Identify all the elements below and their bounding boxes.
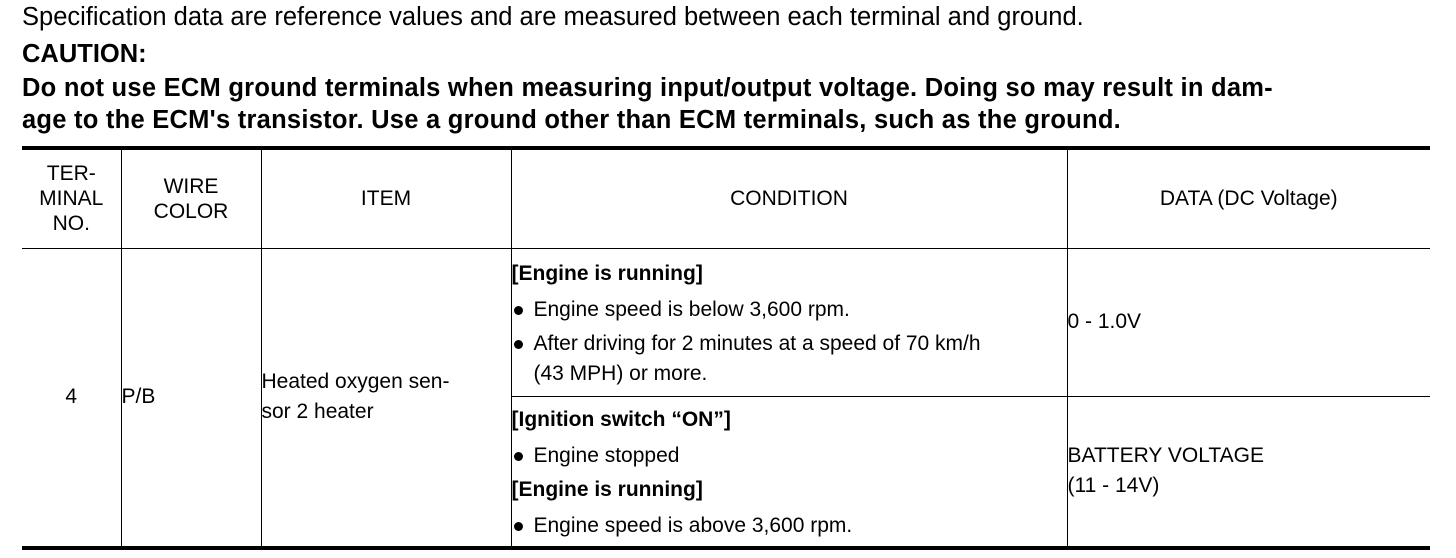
header-item: ITEM [261, 148, 511, 248]
condition-block [512, 403, 1067, 471]
condition-cell [511, 396, 1067, 548]
caution-title: CAUTION: [22, 40, 147, 68]
condition-heading: [Ignition switch “ON”] [511, 408, 731, 432]
caution-line-1: Do not use ECM ground terminals when measuring input/output voltage. Doing so may result in dam- [22, 74, 1273, 102]
bullet-text: Engine speed is above 3,600 rpm. [533, 514, 853, 538]
bullet-dot-icon [514, 340, 523, 349]
table-row [22, 248, 1430, 396]
bullet-text: Engine stopped [533, 444, 680, 468]
bullet-text: Engine speed is below 3,600 rpm. [533, 298, 850, 321]
condition-block [512, 473, 1067, 541]
bullet-dot-icon [514, 522, 523, 531]
item-line-1: Heated oxygen sen- [261, 370, 450, 394]
item-cell [261, 248, 511, 548]
terminal-spec-table [22, 146, 1430, 550]
condition-bullet [512, 511, 1067, 541]
data-value: 0 - 1.0V [1067, 310, 1142, 333]
data-value: BATTERY VOLTAGE [1067, 444, 1264, 468]
bullet-dot-icon [514, 452, 523, 461]
condition-heading: [Engine is running] [511, 478, 703, 502]
header-wire-line-2: COLOR [153, 199, 229, 223]
header-row [22, 148, 1430, 248]
condition-bullet [512, 441, 1067, 471]
header-wire-line-1: WIRE [163, 174, 219, 198]
header-data: DATA (DC Voltage) [1067, 148, 1430, 248]
data-cell [1067, 396, 1430, 548]
condition-block [512, 257, 1067, 389]
bullet-text: After driving for 2 minutes at a speed of 70 km/h [533, 332, 981, 355]
header-terminal-line-1: TER- [46, 162, 96, 186]
caution-text [22, 72, 1427, 136]
header-terminal-line-2: MINAL [39, 187, 104, 211]
condition-heading: [Engine is running] [511, 262, 703, 285]
intro-text: Specification data are reference values and are measured between each terminal and ground. [22, 3, 1084, 31]
condition-cell [511, 248, 1067, 396]
wire-color-cell: P/B [121, 248, 261, 548]
terminal-number-cell: 4 [22, 248, 121, 548]
header-terminal-no [22, 148, 121, 248]
bullet-text-continued: (43 MPH) or more. [533, 362, 708, 385]
caution-line-2: age to the ECM's transistor. Use a ground other than ECM terminals, such as the ground. [22, 106, 1121, 134]
header-condition: CONDITION [511, 148, 1067, 248]
data-cell [1067, 248, 1430, 396]
data-value-range: (11 - 14V) [1067, 474, 1160, 498]
header-wire-color [121, 148, 261, 248]
bullet-dot-icon [514, 306, 523, 315]
item-line-2: sor 2 heater [261, 400, 374, 424]
header-terminal-line-3: NO. [52, 212, 90, 236]
condition-bullet [512, 295, 1067, 325]
condition-bullet [512, 329, 1067, 389]
